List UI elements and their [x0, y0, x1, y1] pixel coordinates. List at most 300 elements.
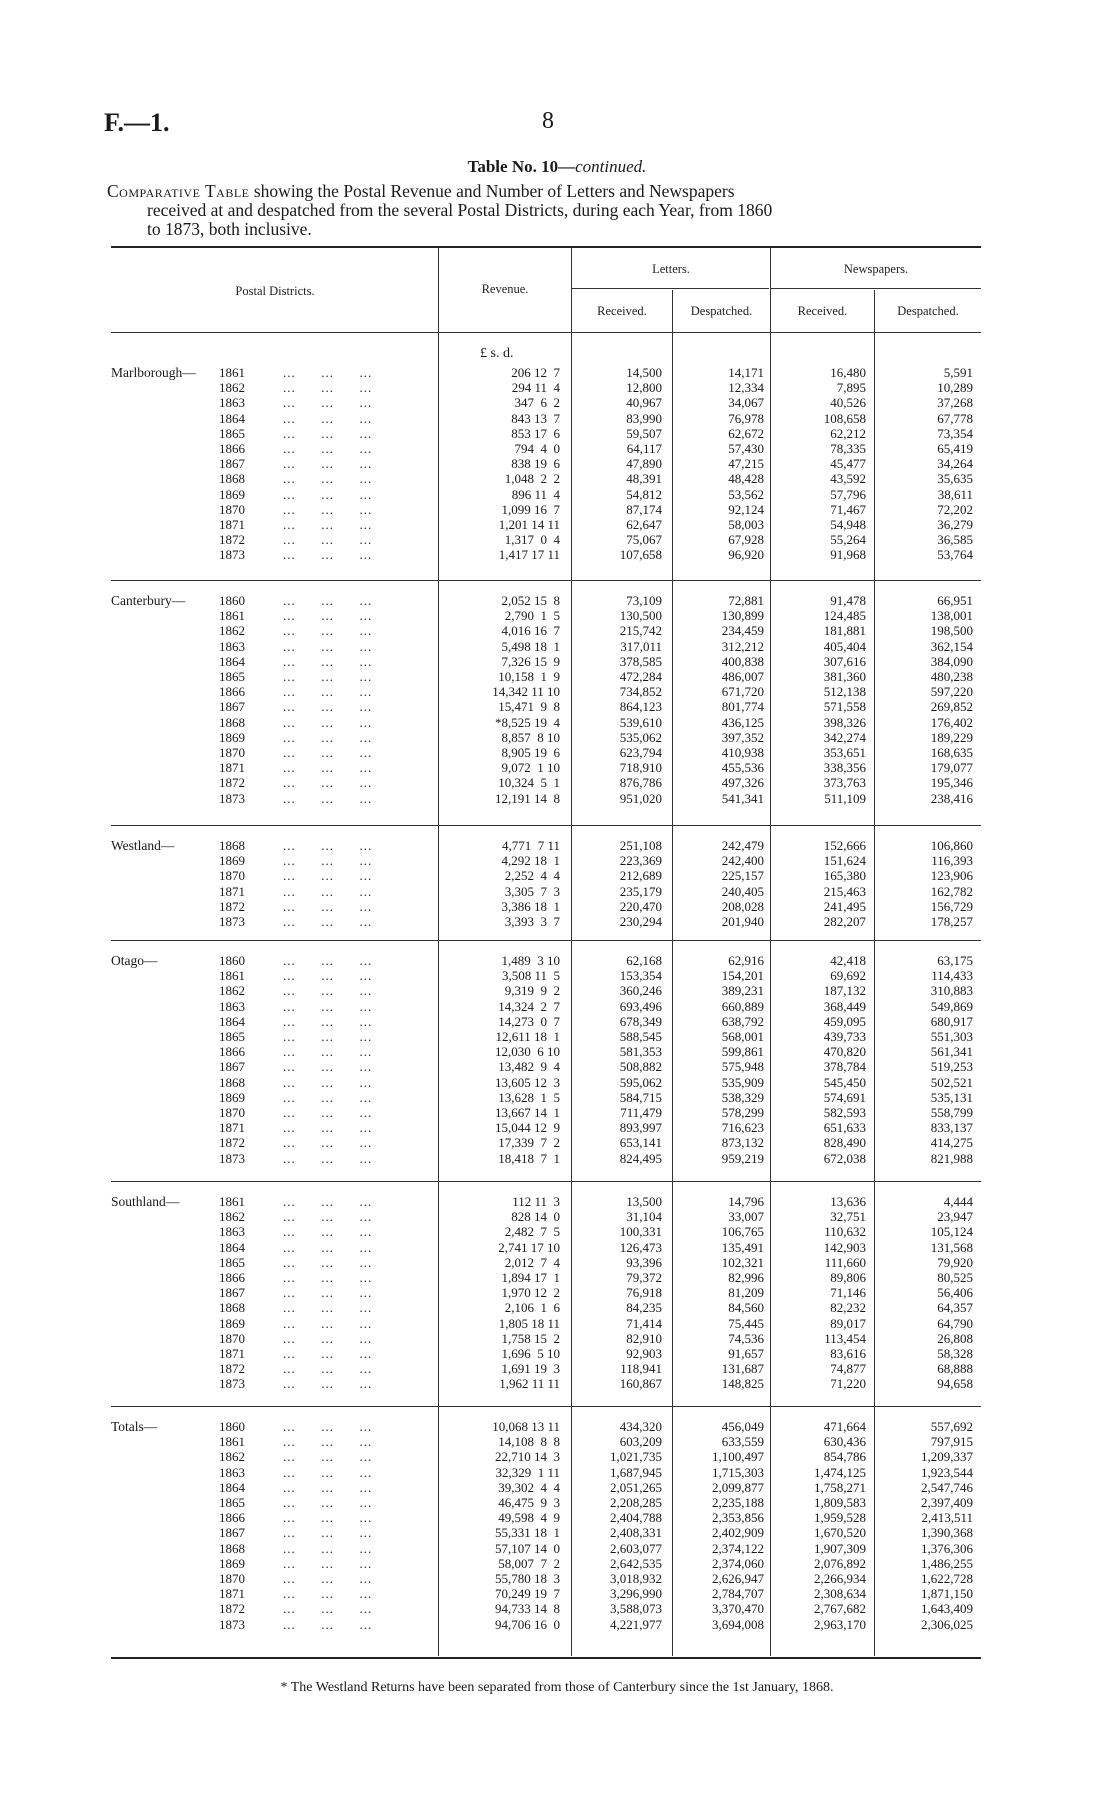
leader-dots: ... ... ... [283, 684, 373, 700]
letters-despatched-cell: 12,334 [728, 380, 764, 396]
letters-received-cell: 31,104 [626, 1209, 662, 1225]
table-row [0, 838, 1114, 853]
letters-despatched-cell: 400,838 [721, 653, 764, 669]
letters-despatched-cell: 312,212 [721, 638, 764, 654]
letters-despatched-cell: 62,672 [728, 425, 764, 441]
col-header-letters-despatched: Despatched. [690, 304, 753, 318]
newspapers-despatched-cell: 156,729 [930, 898, 973, 914]
table-row [0, 760, 1114, 775]
revenue-cell: 8,905 19 6 [501, 745, 560, 760]
year-cell: 1863 [219, 1464, 245, 1480]
year-cell: 1869 [219, 1089, 245, 1105]
col-header-letters-received: Received. [597, 304, 647, 318]
letters-received-cell: 76,918 [626, 1285, 662, 1301]
letters-received-cell: 1,021,735 [610, 1449, 662, 1465]
table-row [0, 730, 1114, 745]
letters-received-cell: 434,320 [619, 1419, 662, 1434]
newspapers-despatched-cell: 162,782 [930, 883, 973, 899]
leader-dots: ... ... ... [283, 501, 373, 517]
revenue-cell: 58,007 7 2 [498, 1555, 560, 1571]
letters-received-cell: 62,168 [626, 953, 662, 968]
year-cell: 1866 [219, 441, 245, 456]
revenue-cell: 39,302 4 4 [498, 1479, 560, 1495]
table-row [0, 608, 1114, 623]
leader-dots: ... ... ... [283, 1495, 373, 1510]
table-row [0, 639, 1114, 654]
letters-received-cell: 59,507 [626, 425, 662, 441]
revenue-cell: 70,249 19 7 [495, 1586, 560, 1602]
table-row [0, 1120, 1114, 1135]
leader-dots: ... ... ... [283, 1464, 373, 1480]
newspapers-received-cell: 40,526 [830, 395, 866, 411]
revenue-cell: 5,498 18 1 [501, 638, 560, 654]
table-row [0, 1075, 1114, 1090]
table-number: Table No. 10—continued. [467, 157, 647, 176]
section-divider [111, 580, 981, 581]
newspapers-received-cell: 439,733 [823, 1029, 866, 1044]
leader-dots: ... ... ... [283, 1029, 373, 1044]
letters-received-cell: 223,369 [619, 853, 662, 869]
newspapers-despatched-cell: 597,220 [930, 684, 973, 700]
newspapers-despatched-cell: 67,778 [937, 410, 973, 426]
revenue-cell: 14,273 0 7 [498, 1013, 560, 1029]
letters-despatched-cell: 2,353,856 [712, 1510, 764, 1526]
table-row [0, 1014, 1114, 1029]
year-cell: 1873 [219, 790, 245, 806]
newspapers-despatched-cell: 53,764 [937, 547, 973, 563]
letters-received-cell: 3,018,932 [610, 1571, 662, 1586]
table-row [0, 983, 1114, 998]
newspapers-received-cell: 1,907,309 [814, 1540, 866, 1556]
year-cell: 1867 [219, 699, 245, 715]
leader-dots: ... ... ... [283, 638, 373, 654]
newspapers-received-cell: 83,616 [830, 1346, 866, 1361]
letters-despatched-cell: 148,825 [721, 1376, 764, 1392]
year-cell: 1871 [219, 1586, 245, 1602]
year-cell: 1873 [219, 1376, 245, 1392]
table-row [0, 1571, 1114, 1586]
leader-dots: ... ... ... [283, 1013, 373, 1029]
letters-despatched-cell: 67,928 [728, 532, 764, 548]
table-row [0, 1105, 1114, 1120]
leader-dots: ... ... ... [283, 669, 373, 684]
year-cell: 1864 [219, 1013, 245, 1029]
year-cell: 1872 [219, 898, 245, 914]
year-cell: 1870 [219, 1571, 245, 1586]
table-row [0, 411, 1114, 426]
year-cell: 1870 [219, 501, 245, 517]
newspapers-received-cell: 571,558 [823, 699, 866, 715]
table-row [0, 1480, 1114, 1495]
leader-dots: ... ... ... [283, 1361, 373, 1377]
caption-text-1: showing the Postal Revenue and Number of Letters and Newspapers [253, 181, 735, 201]
newspapers-despatched-cell: 1,923,544 [921, 1464, 973, 1480]
newspapers-received-cell: 151,624 [823, 853, 866, 869]
letters-received-cell: 212,689 [619, 868, 662, 884]
letters-received-cell: 64,117 [626, 441, 662, 456]
revenue-cell: 13,605 12 3 [495, 1074, 560, 1090]
leader-dots: ... ... ... [283, 1285, 373, 1301]
letters-received-cell: 100,331 [619, 1224, 662, 1240]
year-cell: 1860 [219, 593, 245, 608]
newspapers-despatched-cell: 2,413,511 [921, 1510, 973, 1526]
leader-dots: ... ... ... [283, 1194, 373, 1209]
letters-received-cell: 588,545 [619, 1029, 662, 1044]
letters-received-cell: 951,020 [619, 790, 662, 806]
letters-despatched-cell: 497,326 [721, 775, 764, 791]
leader-dots: ... ... ... [283, 868, 373, 884]
letters-received-cell: 160,867 [619, 1376, 662, 1392]
table-row [0, 884, 1114, 899]
letters-despatched-cell: 436,125 [721, 714, 764, 730]
newspapers-received-cell: 16,480 [830, 365, 866, 380]
letters-received-cell: 3,296,990 [610, 1586, 662, 1602]
letters-received-cell: 73,109 [626, 593, 662, 608]
leader-dots: ... ... ... [283, 456, 373, 472]
table-row [0, 1465, 1114, 1480]
letters-received-cell: 581,353 [619, 1044, 662, 1060]
letters-received-cell: 711,479 [620, 1105, 662, 1120]
letters-despatched-cell: 91,657 [728, 1346, 764, 1361]
col-header-news-received: Received. [797, 304, 848, 318]
newspapers-despatched-cell: 106,860 [930, 838, 973, 853]
newspapers-despatched-cell: 1,643,409 [921, 1601, 973, 1617]
revenue-cell: 4,016 16 7 [501, 623, 560, 639]
letters-received-cell: 893,997 [619, 1120, 662, 1136]
leader-dots: ... ... ... [283, 1616, 373, 1632]
leader-dots: ... ... ... [283, 1434, 373, 1450]
col-header-districts: Postal Districts. [235, 284, 315, 298]
newspapers-despatched-cell: 384,090 [930, 653, 973, 669]
newspapers-received-cell: 142,903 [823, 1239, 866, 1255]
newspapers-received-cell: 32,751 [830, 1209, 866, 1225]
newspapers-received-cell: 405,404 [823, 638, 866, 654]
newspapers-despatched-cell: 821,988 [930, 1150, 973, 1166]
revenue-cell: 828 14 0 [511, 1209, 560, 1225]
leader-dots: ... ... ... [283, 883, 373, 899]
newspapers-despatched-cell: 680,917 [930, 1013, 973, 1029]
letters-despatched-cell: 660,889 [721, 998, 764, 1014]
revenue-cell: 1,048 2 2 [504, 471, 560, 487]
letters-received-cell: 718,910 [619, 760, 662, 776]
revenue-cell: 3,393 3 7 [504, 914, 560, 929]
table-row [0, 1194, 1114, 1209]
revenue-cell: 2,482 7 5 [504, 1224, 560, 1240]
year-cell: 1861 [219, 1194, 245, 1209]
year-cell: 1867 [219, 1285, 245, 1301]
newspapers-despatched-cell: 1,486,255 [921, 1555, 973, 1571]
revenue-cell: 3,508 11 5 [501, 968, 560, 984]
newspapers-despatched-cell: 1,209,337 [921, 1449, 973, 1465]
leader-dots: ... ... ... [283, 1346, 373, 1361]
newspapers-received-cell: 43,592 [830, 471, 866, 487]
newspapers-received-cell: 71,467 [830, 501, 866, 517]
revenue-cell: 347 6 2 [514, 395, 560, 411]
letters-received-cell: 2,208,285 [610, 1495, 662, 1510]
newspapers-received-cell: 181,881 [823, 623, 866, 639]
revenue-cell: 3,305 7 3 [504, 883, 560, 899]
leader-dots: ... ... ... [283, 1376, 373, 1392]
year-cell: 1867 [219, 456, 245, 472]
revenue-cell: 2,012 7 4 [504, 1254, 560, 1270]
leader-dots: ... ... ... [283, 853, 373, 869]
newspapers-received-cell: 1,959,528 [814, 1510, 866, 1526]
revenue-cell: 10,324 5 1 [498, 775, 560, 791]
newspapers-despatched-cell: 138,001 [930, 608, 973, 624]
letters-despatched-cell: 389,231 [721, 983, 764, 999]
table-row [0, 1029, 1114, 1044]
letters-despatched-cell: 3,370,470 [712, 1601, 764, 1617]
newspapers-received-cell: 381,360 [823, 669, 866, 684]
table-row [0, 1209, 1114, 1224]
letters-received-cell: 251,108 [619, 838, 662, 853]
leader-dots: ... ... ... [283, 1555, 373, 1571]
letters-despatched-cell: 201,940 [721, 914, 764, 929]
leader-dots: ... ... ... [283, 714, 373, 730]
table-row [0, 1300, 1114, 1315]
letters-received-cell: 2,642,535 [610, 1555, 662, 1571]
newspapers-received-cell: 42,418 [830, 953, 866, 968]
letters-received-cell: 118,941 [620, 1361, 662, 1377]
district-name: Westland— [111, 838, 175, 853]
letters-received-cell: 48,391 [626, 471, 662, 487]
newspapers-received-cell: 854,786 [823, 1449, 866, 1465]
leader-dots: ... ... ... [283, 1270, 373, 1285]
newspapers-despatched-cell: 195,346 [930, 775, 973, 791]
newspapers-received-cell: 307,616 [823, 653, 866, 669]
newspapers-despatched-cell: 23,947 [937, 1209, 973, 1225]
letters-received-cell: 235,179 [619, 883, 662, 899]
newspapers-received-cell: 215,463 [823, 883, 866, 899]
newspapers-despatched-cell: 797,915 [930, 1434, 973, 1450]
revenue-cell: 94,733 14 8 [495, 1601, 560, 1617]
letters-received-cell: 595,062 [619, 1074, 662, 1090]
revenue-cell: 49,598 4 9 [498, 1510, 560, 1526]
newspapers-received-cell: 470,820 [823, 1044, 866, 1060]
letters-received-cell: 360,246 [619, 983, 662, 999]
year-cell: 1862 [219, 623, 245, 639]
revenue-cell: 10,158 1 9 [498, 669, 560, 684]
year-cell: 1873 [219, 1150, 245, 1166]
newspapers-despatched-cell: 176,402 [930, 714, 973, 730]
district-name: Totals— [111, 1419, 158, 1434]
leader-dots: ... ... ... [283, 486, 373, 502]
leader-dots: ... ... ... [283, 790, 373, 806]
leader-dots: ... ... ... [283, 953, 373, 968]
newspapers-despatched-cell: 63,175 [937, 953, 973, 968]
year-cell: 1869 [219, 1555, 245, 1571]
newspapers-received-cell: 2,266,934 [814, 1571, 866, 1586]
table-row [0, 899, 1114, 914]
table-row [0, 487, 1114, 502]
newspapers-received-cell: 2,963,170 [814, 1616, 866, 1632]
newspapers-received-cell: 338,356 [823, 760, 866, 776]
newspapers-received-cell: 1,670,520 [814, 1525, 866, 1541]
letters-despatched-cell: 716,623 [721, 1120, 764, 1136]
letters-despatched-cell: 82,996 [728, 1270, 764, 1285]
revenue-cell: 13,667 14 1 [495, 1105, 560, 1120]
newspapers-received-cell: 828,490 [823, 1135, 866, 1151]
letters-despatched-cell: 2,235,188 [712, 1495, 764, 1510]
letters-received-cell: 693,496 [619, 998, 662, 1014]
letters-despatched-cell: 14,796 [728, 1194, 764, 1209]
letters-received-cell: 93,396 [626, 1254, 662, 1270]
table-row [0, 1090, 1114, 1105]
revenue-cell: 1,805 18 11 [498, 1315, 560, 1331]
section-code: F.—1. [104, 108, 170, 137]
leader-dots: ... ... ... [283, 471, 373, 487]
revenue-cell: 896 11 4 [511, 486, 560, 502]
letters-despatched-cell: 62,916 [728, 953, 764, 968]
revenue-cell: 12,611 18 1 [495, 1029, 560, 1044]
newspapers-received-cell: 1,809,583 [814, 1495, 866, 1510]
revenue-cell: 13,628 1 5 [498, 1089, 560, 1105]
letters-received-cell: 220,470 [619, 898, 662, 914]
newspapers-despatched-cell: 189,229 [930, 729, 973, 745]
newspapers-despatched-cell: 1,622,728 [921, 1571, 973, 1586]
letters-despatched-cell: 48,428 [728, 471, 764, 487]
table-row [0, 471, 1114, 486]
newspapers-received-cell: 582,593 [823, 1105, 866, 1120]
year-cell: 1869 [219, 1315, 245, 1331]
letters-received-cell: 153,354 [619, 968, 662, 984]
newspapers-despatched-cell: 480,238 [930, 669, 973, 684]
year-cell: 1865 [219, 669, 245, 684]
year-cell: 1871 [219, 883, 245, 899]
letters-despatched-cell: 135,491 [721, 1239, 764, 1255]
leader-dots: ... ... ... [283, 1300, 373, 1316]
newspapers-despatched-cell: 198,500 [930, 623, 973, 639]
letters-despatched-cell: 633,559 [721, 1434, 764, 1450]
leader-dots: ... ... ... [283, 699, 373, 715]
table-caption [107, 182, 987, 239]
revenue-cell: 9,072 1 10 [501, 760, 560, 776]
revenue-cell: 4,771 7 11 [501, 838, 560, 853]
letters-received-cell: 47,890 [626, 456, 662, 472]
newspapers-despatched-cell: 80,525 [937, 1270, 973, 1285]
year-cell: 1863 [219, 395, 245, 411]
newspapers-subrule [771, 288, 981, 289]
table-row [0, 1361, 1114, 1376]
table-row [0, 745, 1114, 760]
table-row [0, 547, 1114, 562]
newspapers-despatched-cell: 178,257 [930, 914, 973, 929]
letters-received-cell: 82,910 [626, 1330, 662, 1346]
leader-dots: ... ... ... [283, 608, 373, 624]
letters-received-cell: 107,658 [619, 547, 662, 563]
table-row [0, 623, 1114, 638]
revenue-cell: 8,857 8 10 [501, 729, 560, 745]
newspapers-despatched-cell: 310,883 [930, 983, 973, 999]
newspapers-received-cell: 471,664 [823, 1419, 866, 1434]
newspapers-received-cell: 55,264 [830, 532, 866, 548]
newspapers-received-cell: 165,380 [823, 868, 866, 884]
letters-received-cell: 2,051,265 [610, 1479, 662, 1495]
table-row [0, 1255, 1114, 1270]
table-row [0, 1316, 1114, 1331]
newspapers-despatched-cell: 131,568 [930, 1239, 973, 1255]
footnote: * The Westland Returns have been separated from those of Canterbury since the 1st January, 1868. [280, 1680, 834, 1695]
letters-despatched-cell: 2,099,877 [712, 1479, 764, 1495]
newspapers-received-cell: 511,109 [824, 790, 866, 806]
newspapers-despatched-cell: 64,790 [937, 1315, 973, 1331]
revenue-cell: 843 13 7 [511, 410, 560, 426]
letters-despatched-cell: 575,948 [721, 1059, 764, 1075]
table-row [0, 791, 1114, 806]
newspapers-despatched-cell: 551,303 [930, 1029, 973, 1044]
revenue-cell: 112 11 3 [512, 1194, 560, 1209]
caption-text-3: to 1873, both inclusive. [147, 219, 312, 239]
newspapers-received-cell: 82,232 [830, 1300, 866, 1316]
newspapers-received-cell: 368,449 [823, 998, 866, 1014]
year-cell: 1866 [219, 1270, 245, 1285]
district-name: Southland— [111, 1194, 180, 1209]
letters-received-cell: 378,585 [619, 653, 662, 669]
table-row [0, 1285, 1114, 1300]
year-cell: 1868 [219, 1074, 245, 1090]
table-row [0, 1601, 1114, 1616]
letters-received-cell: 12,800 [626, 380, 662, 396]
newspapers-received-cell: 1,758,271 [814, 1479, 866, 1495]
newspapers-despatched-cell: 79,920 [937, 1254, 973, 1270]
table-row [0, 1331, 1114, 1346]
table-row [0, 1510, 1114, 1525]
table-row [0, 426, 1114, 441]
newspapers-received-cell: 91,478 [830, 593, 866, 608]
year-cell: 1872 [219, 1135, 245, 1151]
letters-despatched-cell: 2,374,060 [712, 1555, 764, 1571]
newspapers-received-cell: 69,692 [830, 968, 866, 984]
col-header-letters: Letters. [652, 262, 690, 276]
newspapers-despatched-cell: 94,658 [937, 1376, 973, 1392]
table-row [0, 1495, 1114, 1510]
year-cell: 1865 [219, 1495, 245, 1510]
year-cell: 1872 [219, 1361, 245, 1377]
leader-dots: ... ... ... [283, 775, 373, 791]
letters-received-cell: 584,715 [619, 1089, 662, 1105]
letters-despatched-cell: 58,003 [728, 517, 764, 532]
newspapers-received-cell: 2,076,892 [814, 1555, 866, 1571]
letters-despatched-cell: 2,784,707 [712, 1586, 764, 1602]
year-cell: 1860 [219, 953, 245, 968]
newspapers-despatched-cell: 179,077 [930, 760, 973, 776]
newspapers-despatched-cell: 535,131 [930, 1089, 973, 1105]
letters-despatched-cell: 72,881 [728, 593, 764, 608]
newspapers-despatched-cell: 168,635 [930, 745, 973, 760]
letters-received-cell: 83,990 [626, 410, 662, 426]
letters-despatched-cell: 455,536 [721, 760, 764, 776]
revenue-cell: 1,099 16 7 [501, 501, 560, 517]
year-cell: 1863 [219, 998, 245, 1014]
table-row [0, 502, 1114, 517]
newspapers-despatched-cell: 35,635 [937, 471, 973, 487]
leader-dots: ... ... ... [283, 1254, 373, 1270]
year-cell: 1864 [219, 653, 245, 669]
year-cell: 1865 [219, 425, 245, 441]
newspapers-received-cell: 459,095 [823, 1013, 866, 1029]
revenue-cell: 17,339 7 2 [498, 1135, 560, 1151]
newspapers-received-cell: 74,877 [830, 1361, 866, 1377]
letters-received-cell: 130,500 [619, 608, 662, 624]
newspapers-received-cell: 71,146 [830, 1285, 866, 1301]
leader-dots: ... ... ... [283, 1150, 373, 1166]
letters-despatched-cell: 242,479 [721, 838, 764, 853]
newspapers-received-cell: 110,632 [824, 1224, 866, 1240]
table-row [0, 1135, 1114, 1150]
letters-despatched-cell: 801,774 [721, 699, 764, 715]
year-cell: 1862 [219, 1449, 245, 1465]
table-row [0, 953, 1114, 968]
